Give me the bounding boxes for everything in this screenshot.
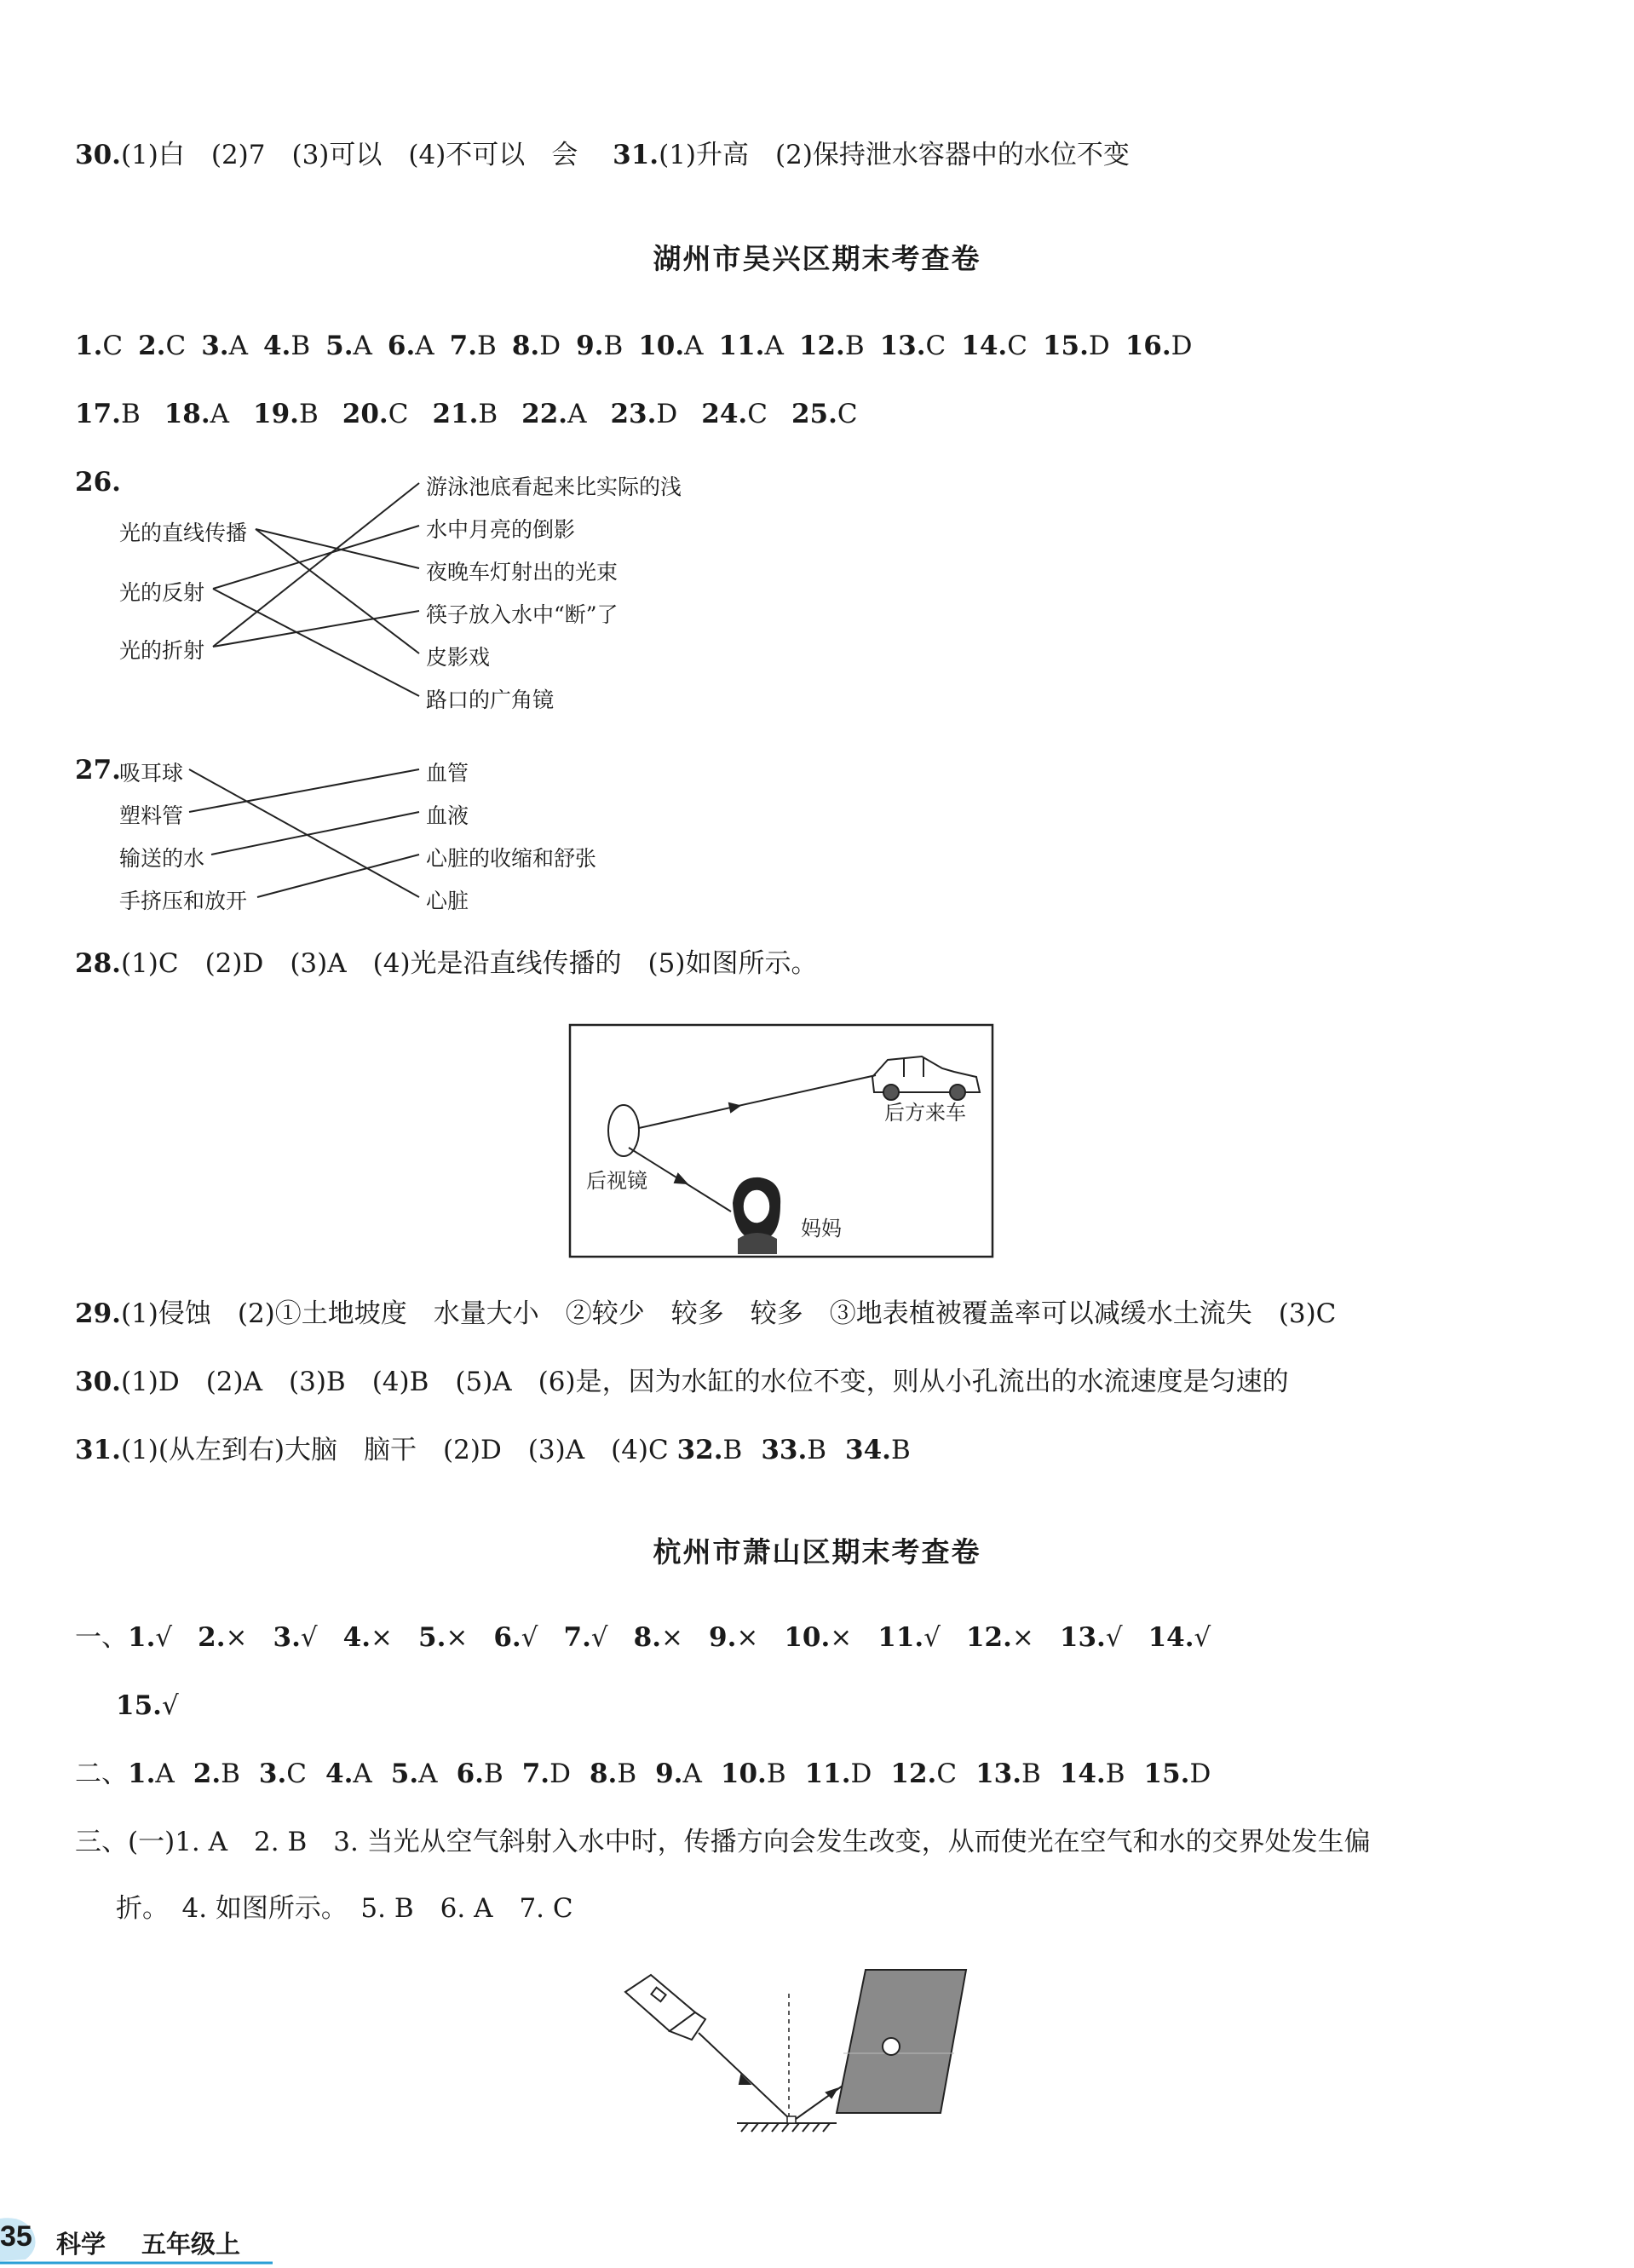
answer-item: 15.D [1143,1759,1211,1789]
answer-item: 1.C [75,331,124,361]
q27-left-1: 塑料管 [119,803,184,828]
q27-number: 27. [75,755,121,786]
flashlight-icon [625,1975,705,2040]
q30: 30.(1)D (2)A (3)B (4)B (5)A (6)是，因为水缸的水位不变，则从小孔流出的水流速度是匀速的 [75,1367,1289,1397]
answer-item: 9.B [576,331,624,361]
q26-right-0: 游泳池底看起来比实际的浅 [426,475,682,499]
q28-figure [569,1024,993,1258]
answer-item: 13.C [879,331,946,361]
answer-item: 34.B [845,1435,911,1465]
answer-item: 13.√ [1059,1622,1123,1653]
answer-item: 10.× [784,1622,853,1653]
footer-subject: 科学 [56,2230,106,2259]
answer-item: 22.A [521,399,587,429]
answer-item: 9.A [655,1759,702,1789]
answer-item: 14.√ [1148,1622,1211,1653]
section2-title: 杭州市萧山区期末考查卷 [653,1535,981,1569]
q26-right-3: 筷子放入水中“断”了 [426,602,619,627]
answer-item: 6.B [456,1759,503,1789]
answer-item: 2.C [138,331,187,361]
page-footer [0,2213,281,2265]
q27-right-2: 心脏的收缩和舒张 [426,846,597,871]
answer-item: 12.× [965,1622,1034,1653]
answer-item: 20.C [342,399,409,429]
screen-board [837,1970,966,2113]
mom-label: 妈妈 [801,1217,842,1240]
answer-item: 14.C [961,331,1027,361]
answer-item: 18.A [164,399,230,429]
answer-item: 11.A [718,331,784,361]
flashlight-figure [613,1960,971,2138]
plane-mirror [787,2116,796,2123]
answer-item: 11.√ [877,1622,941,1653]
car-label: 后方来车 [884,1101,966,1125]
answer-item: 6.A [387,331,434,361]
section1-title: 湖州市吴兴区期末考查卷 [653,242,981,275]
q26-left-0: 光的直线传播 [119,521,248,545]
light-spot [883,2038,900,2055]
q27-left-2: 输送的水 [119,846,205,871]
answer-item: 8.D [511,331,561,361]
answer-item: 21.B [432,399,498,429]
answer-item: 11.D [804,1759,872,1789]
answer-item: 25.C [791,399,858,429]
answer-item: 10.B [720,1759,786,1789]
page-number: 35 [0,2220,32,2253]
answer-item: 1.√ [128,1622,173,1653]
answer-item: 12.B [798,331,865,361]
answer-item: 12.C [890,1759,958,1789]
mom-icon [733,1177,780,1254]
q27-left-3: 手挤压和放开 [119,889,248,913]
answer-item: 7.√ [563,1622,608,1653]
answer-item: 4.A [325,1759,372,1789]
part3-line1: 三、(一)1. A 2. B 3. 当光从空气斜射入水中时，传播方向会发生改变，从而使光在空气和水的交界处发生偏 [75,1827,1371,1857]
answer-item: 24.C [701,399,768,429]
answer-item: 3.C [258,1759,308,1789]
answer-item: 3.√ [273,1622,318,1653]
answer-item: 3.A [201,331,248,361]
answer-item: 10.A [638,331,704,361]
part1-row: 一、1.√ 2.× 3.√ 4.× 5.× 6.√ 7.√ 8.× 9.× 10.× 11.√ 12.× 13.√ 14.√ [75,1622,1211,1653]
answer-item: 7.B [449,331,497,361]
ground-surface [737,2123,837,2132]
q29: 29.(1)侵蚀 (2)①土地坡度 水量大小 ②较少 较多 较多 ③地表植被覆盖率可以减缓水土流失 (3)C [75,1298,1337,1329]
answer-item: 1.A [128,1759,175,1789]
answer-item: 17.B [75,399,141,429]
q27-right-0: 血管 [426,761,469,786]
q27-left-0: 吸耳球 [119,761,184,786]
q26-right-2: 夜晚车灯射出的光束 [426,560,619,584]
answer-item: 23.D [610,399,678,429]
q27-right-3: 心脏 [426,889,469,913]
q26-right-5: 路口的广角镜 [426,688,555,712]
answer-item: 4.B [262,331,311,361]
q26-right-4: 皮影戏 [426,645,491,670]
answer-item: 2.B [193,1759,240,1789]
answer-item: 5.A [390,1759,438,1789]
part1-tail: 15.√ [116,1690,179,1721]
answer-item: 32.B [676,1435,743,1465]
q26-number: 26. [75,467,121,498]
answer-item: 19.B [253,399,319,429]
mirror-icon [608,1105,639,1156]
answer-item: 15.D [1042,331,1110,361]
answer-item: 6.√ [493,1622,538,1653]
answer-item: 4.× [342,1622,393,1653]
answer-item: 2.× [198,1622,248,1653]
q27-right-1: 血液 [426,803,469,828]
part2-row: 二、1.A 2.B 3.C 4.A 5.A 6.B 7.D 8.B 9.A 10.B 11.D 12.C 13.B 14.B 15.D [75,1759,1211,1789]
answer-item: 8.B [589,1759,637,1789]
q31-q34: 31.(1)(从左到右)大脑 脑干 (2)D (3)A (4)C 32.B 33.B 34.B [75,1435,911,1465]
q26-left-1: 光的反射 [119,580,205,605]
q26-right-1: 水中月亮的倒影 [426,517,576,542]
part3-line2: 折。 4. 如图所示。 5. B 6. A 7. C [116,1893,573,1924]
answer-item: 9.× [709,1622,759,1653]
footer-grade: 五年级上 [141,2230,241,2259]
answer-item: 16.D [1125,331,1193,361]
answer-item: 8.× [633,1622,683,1653]
answer-item: 33.B [761,1435,827,1465]
answer-item: 5.A [325,331,372,361]
answer-item: 7.D [521,1759,571,1789]
answer-item: 5.× [418,1622,469,1653]
q28: 28.(1)C (2)D (3)A (4)光是沿直线传播的 (5)如图所示。 [75,948,818,979]
prev-q30-q31: 30.(1)白 (2)7 (3)可以 (4)不可以 会 31.(1)升高 (2)保持泄水容器中的水位不变 [75,140,1130,170]
mirror-label: 后视镜 [586,1169,647,1193]
q26-left-2: 光的折射 [119,638,205,663]
answer-item: 13.B [975,1759,1041,1789]
answer-item: 14.B [1059,1759,1125,1789]
